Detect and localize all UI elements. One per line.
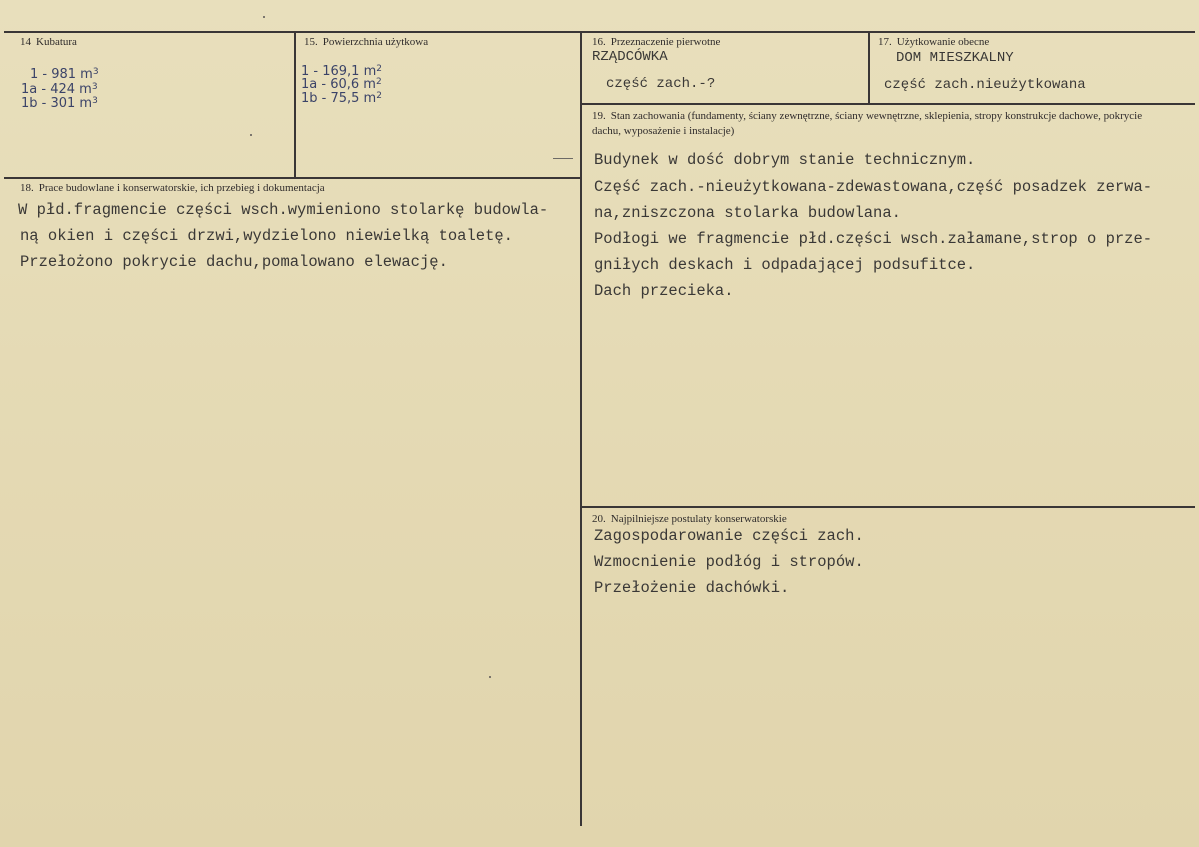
speck-mark [489, 676, 491, 678]
field-18-line-3: Przełożono pokrycie dachu,pomalowano elewację. [20, 253, 448, 271]
field-16-title: Przeznaczenie pierwotne [610, 36, 721, 48]
field-19-number: 19. [592, 110, 606, 122]
field-19-title: Stan zachowania (fundamenty, ściany zewnętrzne, ściany wewnętrzne, sklepienia, stropy konstrukcje dachowe, pokrycie dachu, wyposażenie i instalacje) [592, 110, 1143, 137]
field-16-value-2: część zach.-? [606, 76, 716, 92]
field-20-line-3: Przełożenie dachówki. [594, 579, 790, 597]
field-17-title: Użytkowanie obecne [896, 36, 990, 48]
field-18-title: Prace budowlane i konserwatorskie, ich przebieg i dokumentacja [38, 182, 325, 194]
field-19-line-1: Budynek w dość dobrym stanie technicznym. [594, 151, 976, 169]
col-divider-14-15 [294, 31, 296, 177]
field-15-number: 15. [304, 36, 318, 48]
field-18-label [20, 182, 325, 194]
row-divider-left [4, 177, 582, 179]
field-20-line-2: Wzmocnienie podłóg i stropów. [594, 553, 864, 571]
field-19-label [592, 109, 1162, 139]
row-divider-right-top [582, 103, 1195, 105]
speck-mark [250, 134, 252, 136]
field-17-value-2: część zach.nieużytkowana [884, 77, 1086, 93]
col-divider-16-17 [868, 31, 870, 103]
col-divider-main [580, 31, 582, 826]
field-19-line-6: Dach przecieka. [594, 282, 734, 300]
field-14-title: Kubatura [36, 36, 77, 48]
field-20-number: 20. [592, 513, 606, 525]
field-17-number: 17. [878, 36, 892, 48]
field-20-line-1: Zagospodarowanie części zach. [594, 527, 864, 545]
field-19-line-3: na,zniszczona stolarka budowlana. [594, 204, 901, 222]
top-border-line [4, 31, 1195, 33]
field-14-value-2: 1a - 424 $m^3$ [21, 82, 98, 97]
field-19-line-2: Część zach.-nieużytkowana-zdewastowana,część posadzek zerwa- [594, 178, 1153, 196]
field-18-line-1: W płd.fragmencie części wsch.wymieniono stolarkę budowla- [18, 201, 549, 219]
row-divider-right-bottom [582, 506, 1195, 508]
speck-mark [263, 16, 265, 18]
field-19-line-5: gniłych deskach i odpadającej podsufitce. [594, 256, 976, 274]
field-15-value-2: 1a - 60,6 $m^2$ [301, 77, 382, 92]
field-14-value-3: 1b - 301 $m^3$ [21, 96, 98, 111]
field-17-value-1: DOM MIESZKALNY [896, 50, 1014, 66]
field-20-title: Najpilniejsze postulaty konserwatorskie [610, 513, 787, 525]
field-16-number: 16. [592, 36, 606, 48]
field-14-label [20, 36, 77, 48]
margin-tick-mark [553, 158, 573, 159]
field-14-number: 14 [20, 36, 31, 48]
field-14-value-1: 1 - 981 $m^3$ [30, 67, 99, 82]
field-18-number: 18. [20, 182, 34, 194]
field-18-line-2: ną okien i części drzwi,wydzielono niewielką toaletę. [20, 227, 513, 245]
field-16-value-1: RZĄDCÓWKA [592, 49, 668, 65]
field-15-value-3: 1b - 75,5 $m^2$ [301, 91, 382, 106]
field-15-value-1: 1 - 169,1 $m^2$ [301, 64, 382, 79]
field-15-title: Powierzchnia użytkowa [322, 36, 429, 48]
field-15-label [304, 36, 428, 48]
field-19-line-4: Podłogi we fragmencie płd.części wsch.załamane,strop o prze- [594, 230, 1153, 248]
